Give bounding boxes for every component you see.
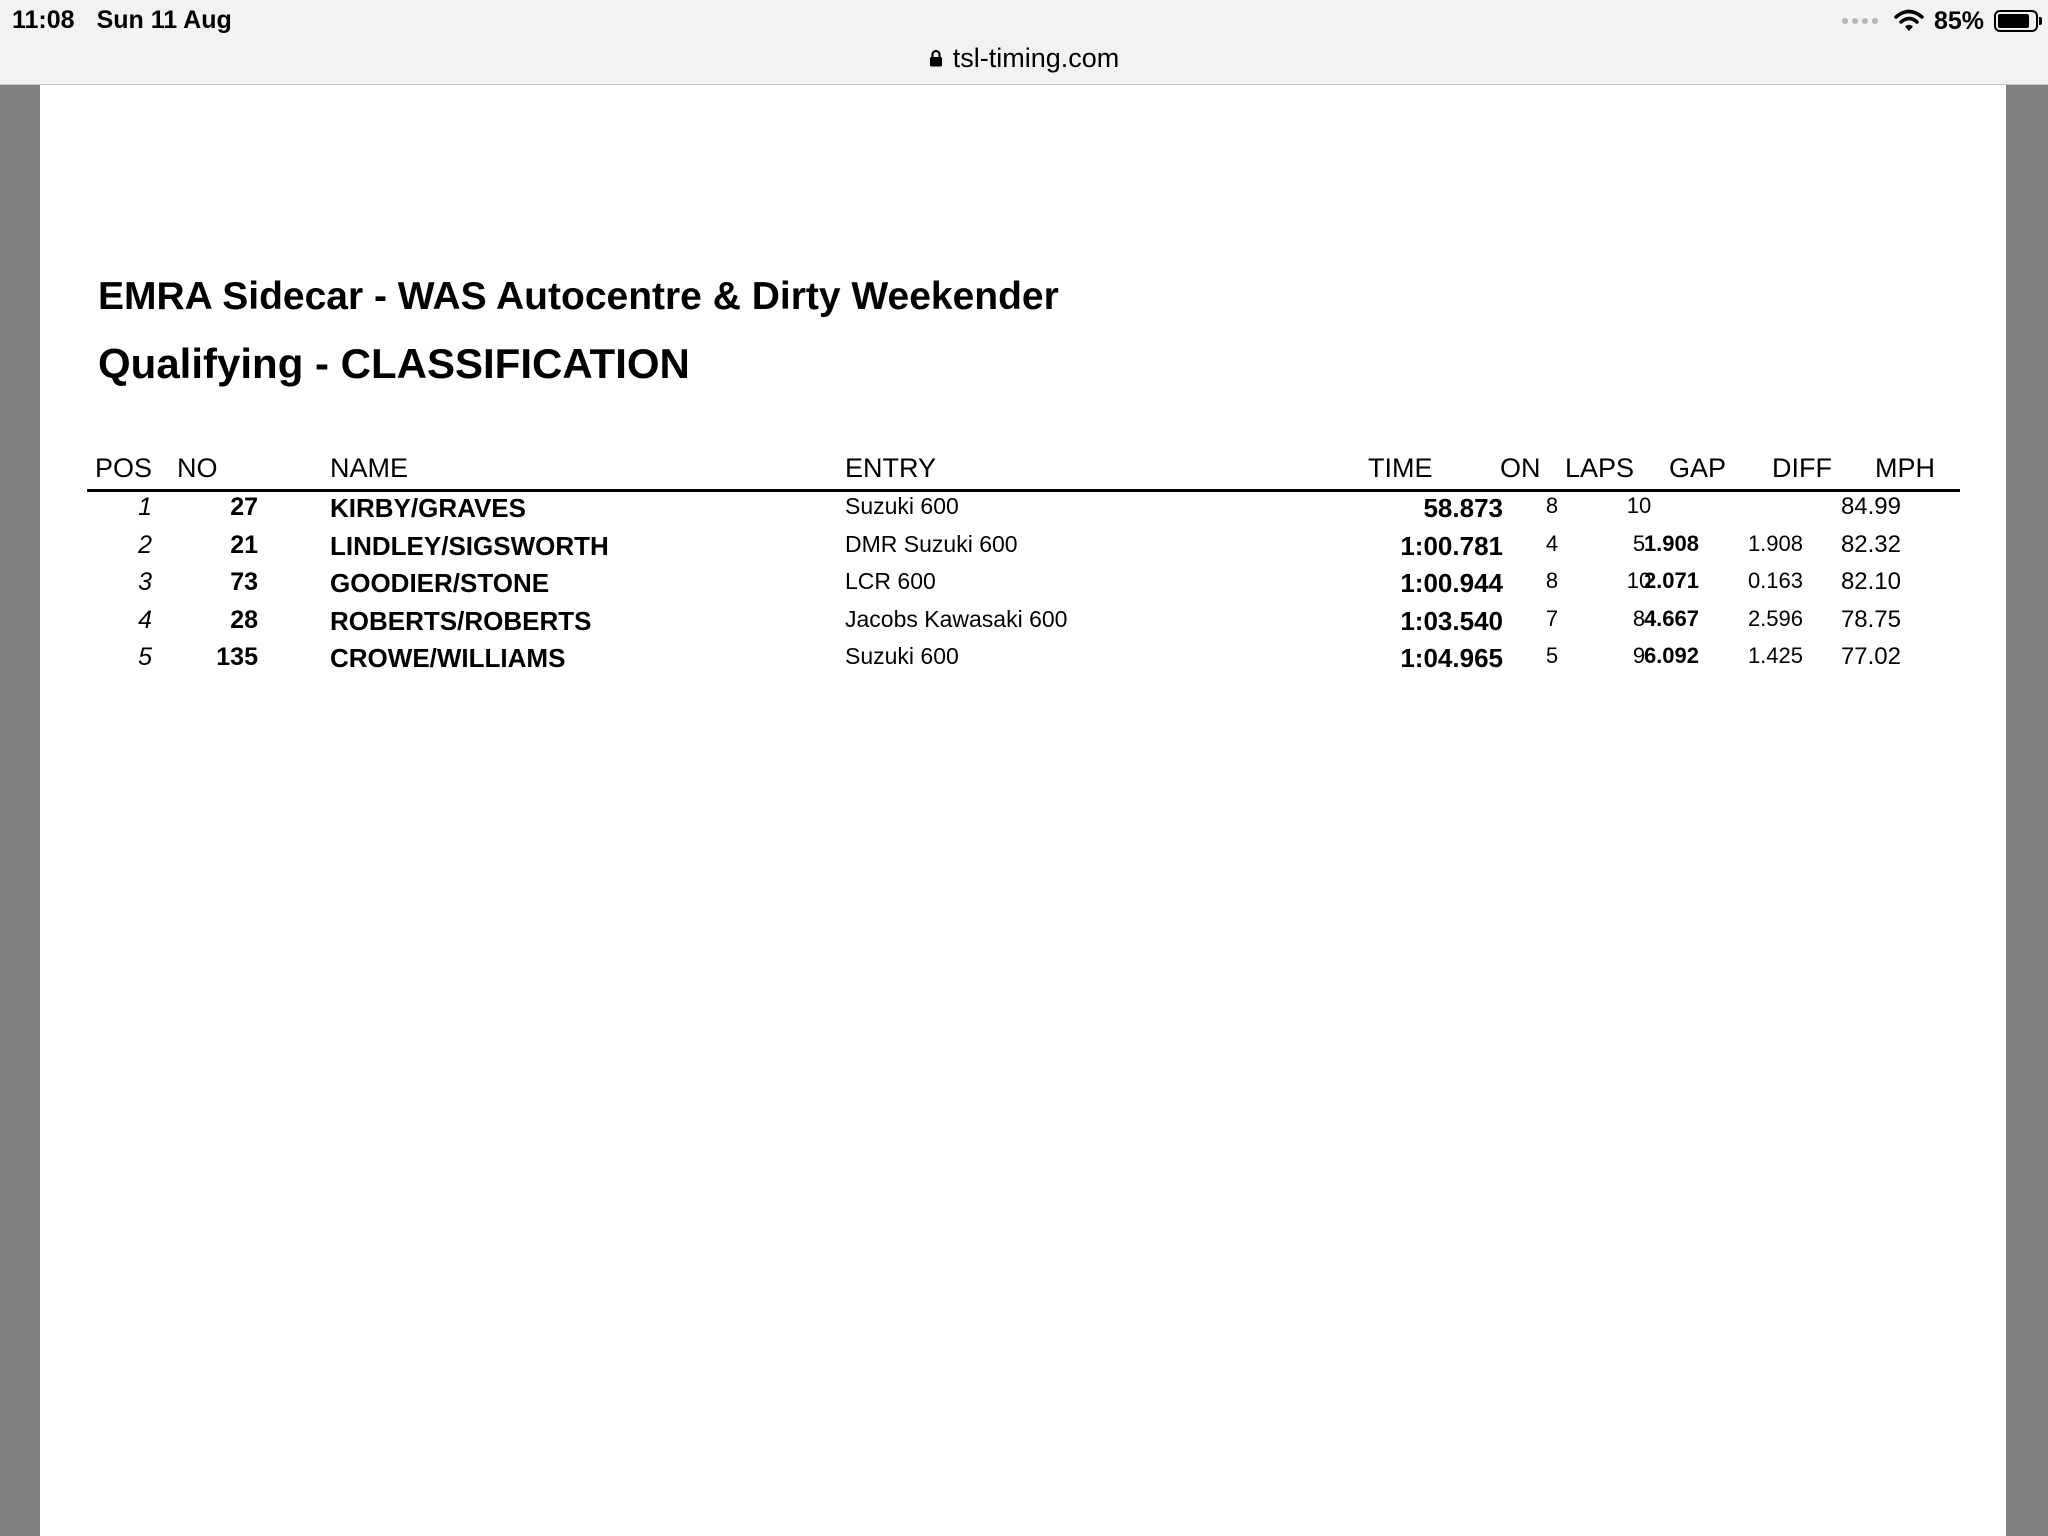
cell-gap: 2.071 <box>1643 568 1699 593</box>
cell-entry: Suzuki 600 <box>845 643 959 669</box>
cell-no: 73 <box>230 568 258 596</box>
header-divider <box>87 489 1960 492</box>
cell-gap: 6.092 <box>1643 643 1699 668</box>
cell-pos: 2 <box>138 530 152 559</box>
col-header-entry: ENTRY <box>845 453 937 483</box>
col-header-on: ON <box>1500 453 1541 483</box>
cell-no: 135 <box>216 643 258 671</box>
wifi-icon <box>1894 9 1924 33</box>
cell-on: 4 <box>1545 530 1559 556</box>
battery-level-fill <box>1998 14 2029 28</box>
cell-entry: LCR 600 <box>845 568 936 594</box>
cell-no: 27 <box>230 493 258 521</box>
cell-name: CROWE/WILLIAMS <box>330 643 566 673</box>
cell-mph: 78.75 <box>1840 605 1901 633</box>
address-bar[interactable] <box>0 38 2048 78</box>
cell-time: 58.873 <box>1423 493 1503 523</box>
cell-on: 7 <box>1545 605 1559 631</box>
ios-status-bar <box>0 0 2048 85</box>
cell-mph: 77.02 <box>1840 643 1901 670</box>
status-datetime <box>12 6 232 35</box>
col-header-diff: DIFF <box>1772 453 1832 483</box>
cell-diff: 1.908 <box>1747 530 1803 556</box>
col-header-name: NAME <box>330 453 409 483</box>
cellular-dots-icon <box>1842 18 1878 24</box>
url-text: tsl-timing.com <box>952 42 1120 73</box>
document-page <box>40 85 2006 1536</box>
status-date: Sun 11 Aug <box>96 6 232 34</box>
cell-no: 21 <box>230 530 258 559</box>
cell-entry: Jacobs Kawasaki 600 <box>845 605 1068 632</box>
status-indicators <box>1842 4 2038 38</box>
cell-time: 1:00.944 <box>1400 568 1503 598</box>
cell-on: 8 <box>1545 493 1559 518</box>
cell-pos: 5 <box>138 643 152 671</box>
page-subtitle: Qualifying - CLASSIFICATION <box>98 340 690 387</box>
cell-gap: 4.667 <box>1643 605 1699 631</box>
cell-diff: 0.163 <box>1747 568 1803 593</box>
battery-icon <box>1994 10 2038 32</box>
col-header-time: TIME <box>1368 453 1433 483</box>
cell-mph: 84.99 <box>1840 493 1901 520</box>
cell-laps: 10 <box>1626 568 1652 593</box>
col-header-pos: POS <box>95 453 153 483</box>
cell-entry: Suzuki 600 <box>845 493 959 519</box>
cell-time: 1:00.781 <box>1400 530 1503 561</box>
col-header-gap: GAP <box>1669 453 1727 483</box>
cell-name: KIRBY/GRAVES <box>330 493 526 523</box>
cell-laps: 9 <box>1632 643 1646 668</box>
cell-time: 1:03.540 <box>1400 605 1503 636</box>
cell-on: 8 <box>1545 568 1559 593</box>
cell-laps: 8 <box>1632 605 1646 631</box>
col-header-laps: LAPS <box>1565 453 1635 483</box>
lock-icon <box>929 49 943 67</box>
cell-mph: 82.32 <box>1840 530 1901 558</box>
col-header-no: NO <box>177 453 218 483</box>
cell-pos: 4 <box>138 605 152 634</box>
cell-mph: 82.10 <box>1840 568 1901 595</box>
cell-entry: DMR Suzuki 600 <box>845 530 1018 557</box>
page-title: EMRA Sidecar - WAS Autocentre & Dirty Weekender <box>98 275 1059 318</box>
status-time: 11:08 <box>12 6 75 34</box>
cell-diff: 2.596 <box>1747 605 1803 631</box>
battery-percent: 85% <box>1933 6 1984 35</box>
cell-gap: 1.908 <box>1643 530 1699 556</box>
cell-laps: 5 <box>1632 530 1646 556</box>
cell-name: GOODIER/STONE <box>330 568 550 598</box>
cell-pos: 3 <box>138 568 152 596</box>
cell-time: 1:04.965 <box>1400 643 1503 673</box>
cell-no: 28 <box>230 605 258 634</box>
cell-name: ROBERTS/ROBERTS <box>330 605 592 636</box>
cell-diff: 1.425 <box>1747 643 1803 668</box>
cell-pos: 1 <box>138 493 152 521</box>
cell-laps: 10 <box>1626 493 1652 518</box>
col-header-mph: MPH <box>1875 453 1935 483</box>
cell-on: 5 <box>1545 643 1559 668</box>
cell-name: LINDLEY/SIGSWORTH <box>330 530 609 561</box>
